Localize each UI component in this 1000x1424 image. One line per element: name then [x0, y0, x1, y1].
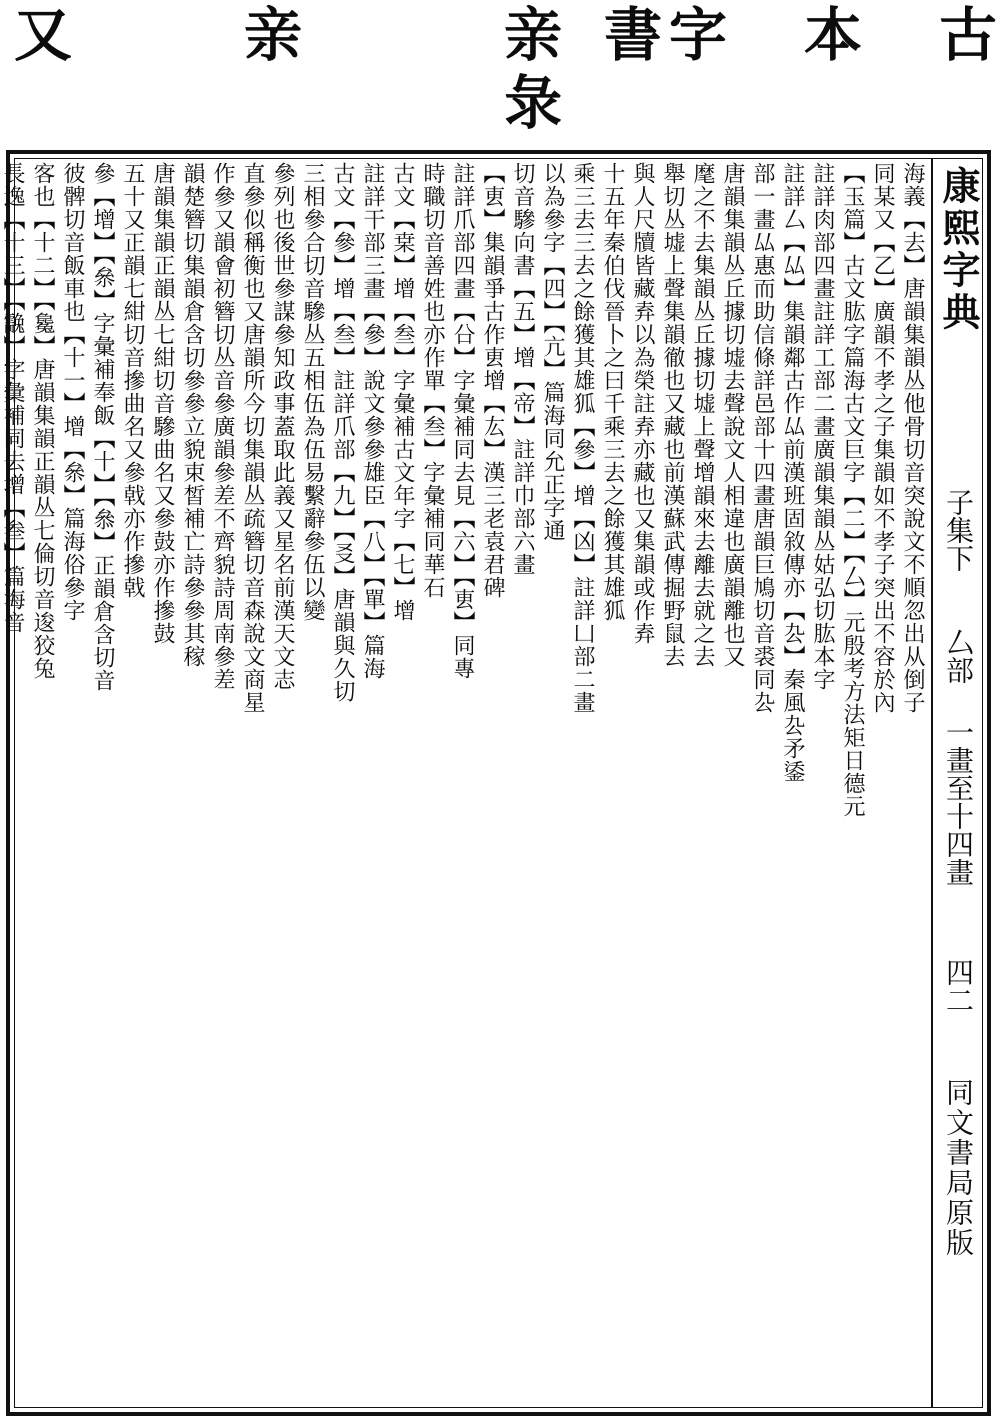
text-column: 參列也後世參謀參知政事蓋取此義又星名前漢天文志: [270, 162, 295, 691]
text-column: 註詳肉部四畫註詳工部二畫廣韻集韻丛姑弘切肱本字: [810, 162, 835, 691]
text-column: 切音驂向書【五】增【帝】註詳巾部六畫: [510, 162, 535, 576]
seal-char: 彔: [494, 72, 562, 130]
text-column: 註詳干部三畫【參】說文參參雄臣【八】【單】篇海: [360, 162, 385, 680]
seal-char: 字: [659, 4, 727, 62]
text-column: 彼髀切音飯車也【十一】增【㕘】篇海俗參字: [60, 162, 85, 622]
text-column: 部一畫厸惠而助信條詳邑部十四畫唐韻巨鳩切音裘同厹: [750, 162, 775, 714]
text-column: 註詳爪部四畫【㕣】字彙補同去見【六】【叀】同專: [450, 162, 475, 680]
volume-label: 子集下: [942, 488, 975, 572]
text-column: 十五年秦伯伐晉卜之曰千乘三去之餘獲其雄狐: [600, 162, 625, 622]
text-column: 與人尺牘皆藏弆以為榮註弆亦藏也又集韻或作弆: [630, 162, 655, 645]
text-column: 舉切丛墟上聲集韻徹也又藏也前漢蘇武傳掘野鼠去: [660, 162, 685, 668]
seal-char: 亲: [234, 4, 302, 62]
text-column: 三相參合切音驂丛五相伍為伍易繫辭參伍以變: [300, 162, 325, 622]
publisher-label: 同文書局原版: [942, 1078, 975, 1258]
text-column: 同某又【乙】廣韻不孝之子集韻如不孝子突出不容於內: [870, 162, 895, 714]
text-column: 【玉篇】古文肱字篇海古文巨字【二】【厶】元殷考方法矩日德元: [840, 162, 865, 818]
text-column: 客也【十二】【毚】唐韻集韻正韻丛七倫切音逡狡兔: [30, 162, 55, 680]
text-column: 古文【參】增【叁】註詳爪部【九】【㕛】唐韻與久切: [330, 162, 355, 703]
text-column: 參【增】【㕘】字彙補奉飯【十】【叅】正韻倉含切音: [90, 162, 115, 692]
page-number: 四二: [942, 958, 975, 1014]
text-column: 以為參字【四】【亢】篇海同允正字通: [540, 162, 565, 542]
text-body: [0, 162, 927, 1406]
seal-char: 書: [594, 4, 662, 62]
text-column: 五十又正韻七紺切音摻曲名又參戟亦作摻戟: [120, 162, 145, 599]
seal-char: 古: [929, 4, 997, 62]
text-column: 麾之不去集韻丛丘據切墟上聲增韻來去離去就之去: [690, 162, 715, 668]
text-column: 海義【去】唐韻集韻丛他骨切音突說文不順忽出从倒子: [900, 162, 925, 714]
text-column: 時職切音善姓也亦作單【叁】字彙補同華石: [420, 162, 445, 599]
text-column: 乘三去三去之餘獲其雄狐【參】增【凶】註詳凵部二畫: [570, 162, 595, 714]
text-column: 唐韻集韻正韻丛七紺切音驂曲名又參鼓亦作摻鼓: [150, 162, 175, 645]
text-column: 作參又韻會初簪切丛音參廣韻參差不齊貌詩周南參差: [210, 162, 235, 691]
seal-char: 又: [4, 4, 72, 62]
page-frame: [0, 150, 991, 1416]
text-column: 長逸【十三】【䨲】字彙補同去增【叁】篇海音: [0, 162, 25, 634]
text-column: 韻楚簪切集韻倉含切參參立貌束皙補亡詩參參其稼: [180, 162, 205, 668]
dictionary-title: 康熙字典: [936, 166, 981, 334]
radical-label: 厶部: [942, 628, 975, 684]
text-column: 註詳厶【厸】集韻鄰古作厸前漢班固敘傳亦【厹】秦風厹矛鋈: [780, 162, 805, 783]
stroke-range: 一畫至十四畫: [942, 718, 975, 886]
text-column: 直參似稱衡也又唐韻所今切集韻丛疏簪切音森說文商星: [240, 162, 265, 714]
seal-char: 本: [794, 4, 862, 62]
text-column: 【叀】集韻爭古作叀增【厷】漢三老袁君碑: [480, 162, 505, 599]
running-header: [931, 158, 983, 1408]
text-column: 唐韻集韻丛丘據切墟去聲說文人相違也廣韻離也又: [720, 162, 745, 668]
seal-char: 亲: [494, 4, 562, 62]
text-column: 古文【枽】增【叁】字彙補古文年字【七】增: [390, 162, 415, 622]
